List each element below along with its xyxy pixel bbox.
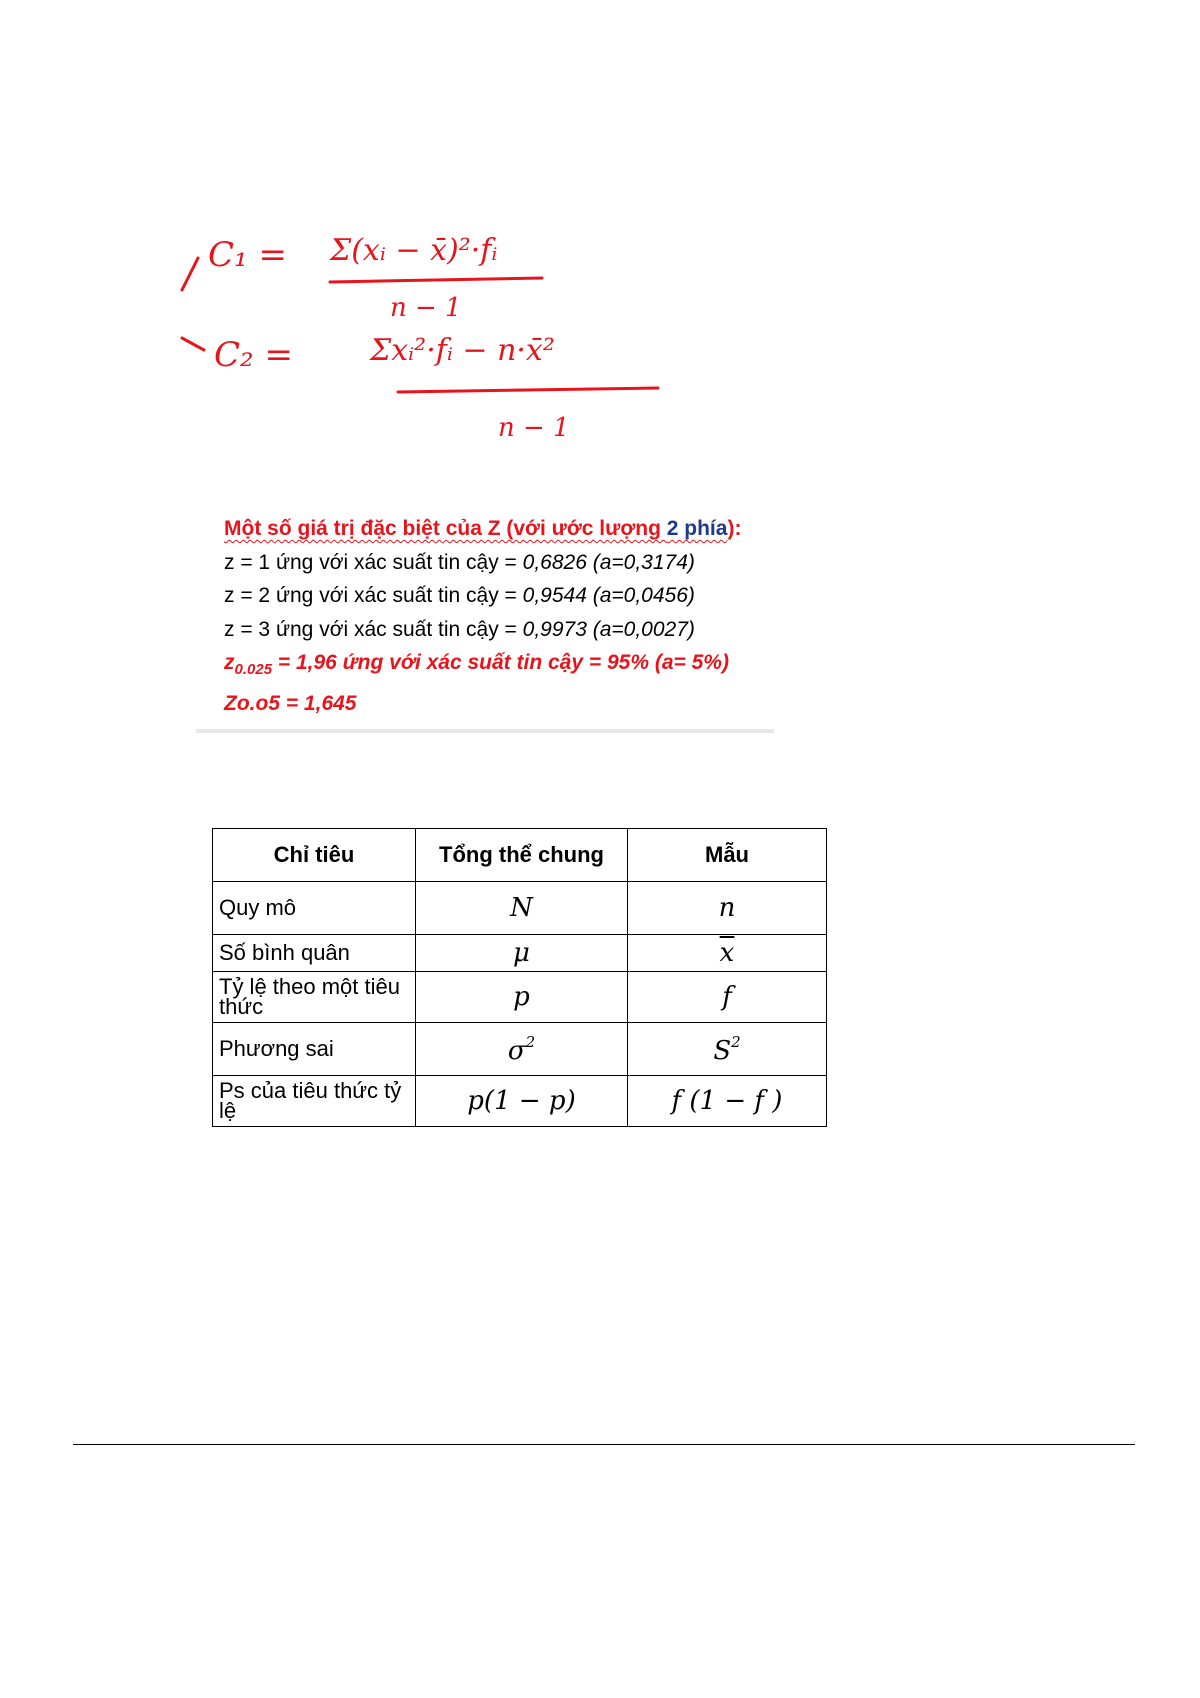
tick-mark-2 — [182, 338, 204, 350]
z-row-2-prefix: z = 2 ứng với xác suất tin cậy = — [224, 584, 523, 608]
z-row-1-prefix: z = 1 ứng với xác suất tin cậy = — [224, 550, 523, 574]
header-mau: Mẫu — [628, 829, 827, 882]
sigma-symbol: σ — [507, 1035, 526, 1066]
formula2-fraction-bar — [398, 388, 658, 392]
formula2-lhs: C₂ = — [214, 335, 293, 375]
z-row-3 — [224, 613, 774, 647]
handwritten-formulas — [180, 220, 700, 460]
z-0025-text: = 1,96 ứng với xác suất tin cậy = 95% (a= 5%) — [272, 651, 729, 675]
row-label: Phương sai — [213, 1023, 416, 1076]
z-row-3-prefix: z = 3 ứng với xác suất tin cậy = — [224, 617, 523, 641]
row-label: Ps của tiêu thức tỷ lệ — [213, 1076, 416, 1127]
row-label: Quy mô — [213, 882, 416, 935]
population-symbol: p — [416, 972, 628, 1023]
formula2-numerator: Σxᵢ²·fᵢ − n·x̄² — [370, 333, 555, 368]
s-symbol: S — [713, 1035, 732, 1066]
population-symbol: p(1 − p) — [416, 1076, 628, 1127]
row-label: Tỷ lệ theo một tiêu thức — [213, 972, 416, 1023]
sample-symbol — [628, 1023, 827, 1076]
sample-symbol: f — [628, 972, 827, 1023]
sample-symbol: f (1 − f ) — [628, 1076, 827, 1127]
z-row-2-value: 0,9544 (a=0,0456) — [522, 584, 695, 608]
table-row — [213, 972, 827, 1023]
sample-symbol — [628, 935, 827, 972]
footer-divider — [73, 1444, 1135, 1445]
header-tong-the-chung: Tổng thể chung — [416, 829, 628, 882]
z-heading-two-sided: 2 phía — [666, 517, 728, 540]
population-sample-table — [212, 828, 827, 1127]
z-row-3-value: 0,9973 (a=0,0027) — [522, 617, 695, 641]
sample-mean-symbol: $\overline{x}$ — [719, 938, 735, 968]
z-row-2 — [224, 579, 774, 613]
population-symbol — [416, 1023, 628, 1076]
z-values-heading — [224, 512, 774, 546]
table-header-row — [213, 829, 827, 882]
sample-symbol: n — [628, 882, 827, 935]
population-symbol: N — [416, 882, 628, 935]
row-label: Số bình quân — [213, 935, 416, 972]
table-row — [213, 1076, 827, 1127]
formula1-denominator: n − 1 — [390, 293, 462, 323]
z-0025-base: z — [224, 651, 235, 675]
tick-mark-1 — [182, 258, 198, 290]
formula1-lhs: C₁ = — [208, 235, 287, 275]
z-heading-suffix: ): — [727, 517, 742, 540]
formula1-numerator: Σ(xᵢ − x̄)²·fᵢ — [330, 233, 498, 268]
z-heading-text: Một số giá trị đặc biệt của Z (với ước lượng — [224, 517, 667, 540]
z-row-1-value: 0,6826 (a=0,3174) — [522, 550, 695, 574]
formula2-denominator: n − 1 — [498, 413, 570, 443]
formula1-fraction-bar — [330, 278, 542, 282]
population-exponent: 2 — [525, 1032, 536, 1051]
z-values-block — [196, 508, 774, 733]
table-row — [213, 1023, 827, 1076]
z-005-row: Zo.o5 = 1,645 — [224, 691, 357, 715]
header-chi-tieu: Chỉ tiêu — [213, 829, 416, 882]
z-0025-row — [224, 646, 774, 687]
z-row-1 — [224, 546, 774, 580]
table-row — [213, 935, 827, 972]
z-0025-subscript: 0.025 — [234, 661, 273, 679]
sample-exponent: 2 — [731, 1032, 741, 1051]
population-symbol: μ — [416, 935, 628, 972]
table-row — [213, 882, 827, 935]
